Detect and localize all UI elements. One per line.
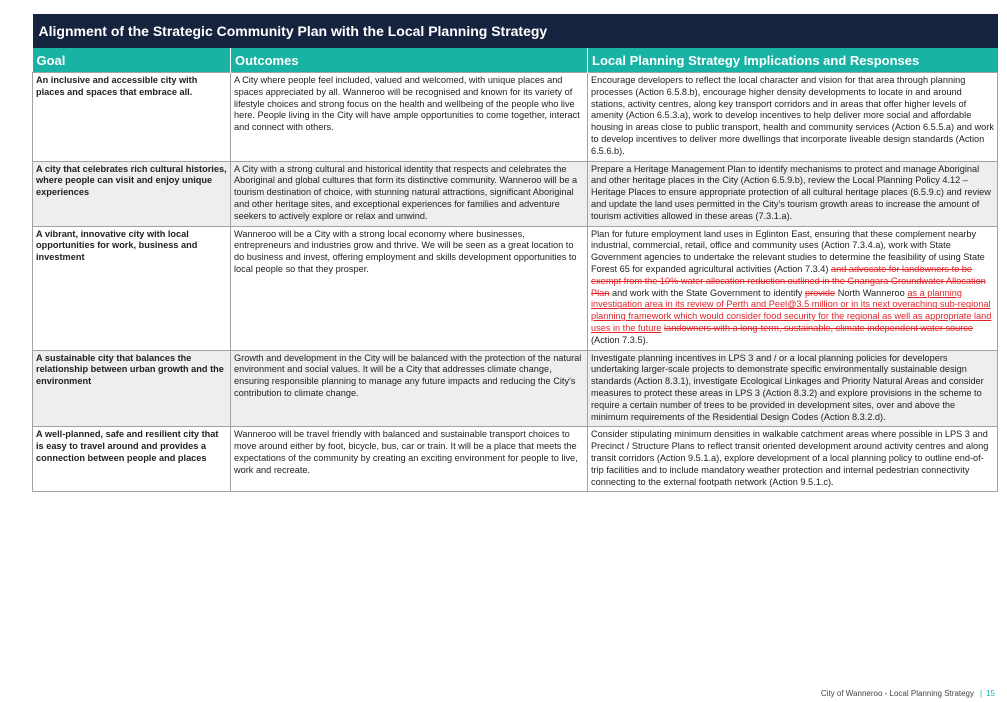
outcome-cell: A City where people feel included, valued and welcomed, with unique places and spaces appreciated by all. Wanneroo will be recognised and known for its variety of lifestyle choices and strong focus on the health and wellbeing of the people who live here. People living in the City will have ample opportunities to come together, interact and connect with others. <box>231 73 588 162</box>
response-cell: Encourage developers to reflect the local character and vision for that area through planning processes (Action 6.5.8.b), encourage higher density developments to locate in and around stations, activity centres, along key transport corridors and in areas that offer higher levels of amenity (Action 6.5.3.a), work to develop incentives to help deliver more social and affordable housing in areas close to public transport, health and community services (Action 6.5.5.a) and work to develop incentives to deliver more dwellings that incorporate liveable design standards (Action 6.5.6.b). <box>588 73 998 162</box>
deleted-text: and advocate for landowners to be exempt from the 10% water allocation reduction outlined in the Gnangara Groundwater Allocation Plan <box>591 263 986 298</box>
footer-separator: | <box>980 689 983 698</box>
table-row <box>33 161 998 226</box>
alignment-table <box>32 14 998 492</box>
goal-cell: A sustainable city that balances the relationship between urban growth and the environment <box>33 350 231 427</box>
response-cell: Prepare a Heritage Management Plan to identify mechanisms to protect and manage Aboriginal and other heritage places in the City (Action 6.5.9.b), review the Local Planning Policy 4.12 – Heritage Places to ensure appropriate protection of all cultural heritage places (6.5.9.c) and review and update the land uses permitted in the City's tourism growth areas to increase the amount of tourism activities allowed in these areas (7.3.1.a). <box>588 161 998 226</box>
response-cell <box>588 226 998 350</box>
footer-doc-title: City of Wanneroo - Local Planning Strategy <box>820 689 975 698</box>
goal-header: Goal <box>33 48 231 73</box>
inserted-text: as a planning investigation area in its review of Perth and Peel@3.5 million or in its next overaching sub-regional planning framework which would consider food security for the regional as well as appropriate land uses in the future <box>591 287 992 333</box>
goal-cell: An inclusive and accessible city with places and spaces that embrace all. <box>33 73 231 162</box>
goal-cell: A vibrant, innovative city with local opportunities for work, business and investment <box>33 226 231 350</box>
title-row <box>33 14 998 48</box>
outcome-cell: Wanneroo will be travel friendly with balanced and sustainable transport choices to move around either by foot, bicycle, bus, car or train. It will be a place that meets the expectations of the community by creating an exciting environment for people to live, work and recreate. <box>231 427 588 492</box>
header-row <box>33 48 998 73</box>
outcomes-header: Outcomes <box>231 48 588 73</box>
outcome-cell: Growth and development in the City will be balanced with the protection of the natural environment and social values. It will be a City that addresses climate change, ensuring responsible planning to manage any future impacts and reducing the City's contribution to climate change. <box>231 350 588 427</box>
response-text: and work with the State Government to identify <box>611 287 803 298</box>
page-number: 15 <box>986 689 995 698</box>
lps-header: Local Planning Strategy Implications and Responses <box>588 48 998 73</box>
response-text: North Wanneroo <box>837 287 905 298</box>
response-text: Plan for future employment land uses in Eglinton East, ensuring that these complement nearby industrial, commercial, retail, office and community uses (Action 7.3.4.a), work with State Government agencies to undertake the relevant studies to determine the feasibility of using State Forest 65 for expanded agricultural activities (Action 7.3.4) <box>591 228 985 274</box>
response-cell: Investigate planning incentives in LPS 3 and / or a local planning policies for developers undertaking larger-scale projects to demonstrate specific environmentally sustainable design standards (Action 8.3.1), investigate Ecological Linkages and Priority Natural Areas and consider measures to protect these areas in LPS 3 (Action 8.3.2) and explore provisions in the scheme to require a certain number of trees to be provided in development sites, over and above the minimum requirements of the Residential Design Codes (Action 8.3.2.d). <box>588 350 998 427</box>
outcome-cell: Wanneroo will be a City with a strong local economy where businesses, entrepreneurs and industries grow and thrive. We will be seen as a great location to do business and invest, offering employment and skills development opportunities to local people so that they prosper. <box>231 226 588 350</box>
goal-cell: A well-planned, safe and resilient city that is easy to travel around and provides a connection between people and places <box>33 427 231 492</box>
goal-cell: A city that celebrates rich cultural histories, where people can visit and enjoy unique experiences <box>33 161 231 226</box>
table-title: Alignment of the Strategic Community Plan with the Local Planning Strategy <box>33 14 998 48</box>
deleted-text: landowners with a long-term, sustainable, climate independent water source <box>664 322 974 333</box>
table-row <box>33 73 998 162</box>
page-footer <box>821 689 995 698</box>
response-cell: Consider stipulating minimum densities in walkable catchment areas where possible in LPS 3 and Precinct / Structure Plans to reflect transit oriented development around activity centres and along transit corridors (Action 9.5.1.a), explore development of a local planning policy to outline end-of-trip facilities and to include mandatory weather protection and internal pedestrian connectivity connecting to the external footpath network (Action 9.5.1.c). <box>588 427 998 492</box>
response-text: (Action 7.3.5). <box>591 334 649 345</box>
deleted-text: provide <box>805 287 836 298</box>
outcome-cell: A City with a strong cultural and historical identity that respects and celebrates the Aboriginal and global cultures that form its distinctive community. Wanneroo will be a tourism destination of choice, with stunning natural attractions, significant Aboriginal and other heritage sites, and exceptional experiences for families and adventure seekers to actively explore or relax and unwind. <box>231 161 588 226</box>
table-row <box>33 350 998 427</box>
table-row <box>33 427 998 492</box>
table-row <box>33 226 998 350</box>
